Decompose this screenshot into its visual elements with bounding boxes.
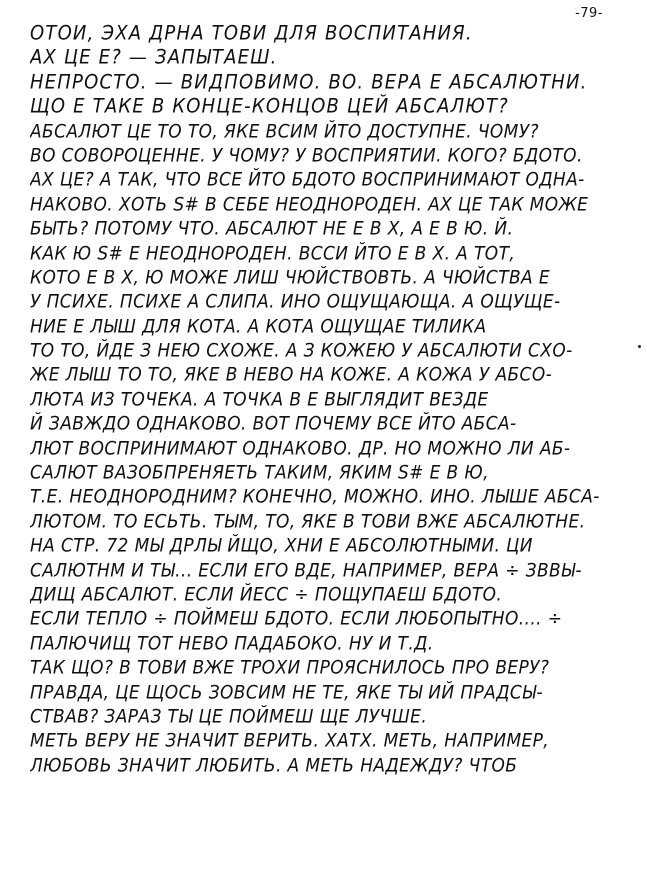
text-line: МЕТЬ ВЕРУ НЕ ЗНАЧИТ ВЕРИТЬ. ХАТХ. МЕТЬ, НАПРИМЕР, bbox=[30, 730, 550, 753]
text-line: АБСАЛЮТ ЦЕ ТО ТО, ЯКЕ ВСИМ ЙТО ДОСТУПНЕ. ЧОМУ? bbox=[30, 120, 539, 143]
page-number: -79- bbox=[575, 6, 603, 21]
text-line: КАК Ю S# Е НЕОДНОРОДЕН. ВССИ ЙТО Е В Х. А ТОТ, bbox=[30, 242, 516, 265]
text-line: НИЕ Е ЛЫШ ДЛЯ КОТА. А КОТА ОЩУЩАЕ ТИЛИКА bbox=[30, 315, 487, 338]
text-line: ПРАВДА, ЦЕ ЩОСЬ ЗОВСИМ НЕ ТЕ, ЯКЕ ТЫ ИЙ ПРАДСЫ- bbox=[30, 681, 543, 704]
text-line: САЛЮТНМ И ТЫ... ЕСЛИ ЕГО ВДЕ, НАПРИМЕР, ВЕРА ÷ ЗВВЫ- bbox=[30, 559, 582, 582]
text-line: ЛЮТА ИЗ ТОЧЕКА. А ТОЧКА В Е ВЫГЛЯДИТ ВЕЗДЕ bbox=[30, 389, 489, 411]
text-line: БЫТЬ? ПОТОМУ ЧТО. АБСАЛЮТ НЕ Е В Х, А Е В Ю. Й. bbox=[30, 218, 514, 240]
text-line: ЕСЛИ ТЕПЛО ÷ ПОЙМЕШ БДОТО. ЕСЛИ ЛЮБОПЫТНО.... ÷ bbox=[30, 608, 563, 631]
margin-dot bbox=[638, 345, 641, 348]
text-line: ОТОИ, ЭХА ДРНА ТОВИ ДЛЯ ВОСПИТАНИЯ. bbox=[30, 22, 473, 45]
text-line: ЖЕ ЛЫШ ТО ТО, ЯКЕ В НЕВО НА КОЖЕ. А КОЖА У АБСО- bbox=[30, 364, 553, 387]
text-line: ТАК ЩО? В ТОВИ ВЖЕ ТРОХИ ПРОЯСНИЛОСЬ ПРО ВЕРУ? bbox=[30, 657, 550, 679]
text-line: ЛЮТ ВОСПРИНИМАЮТ ОДНАКОВО. ДР. НО МОЖНО ЛИ АБ- bbox=[30, 437, 571, 460]
text-line: ТО ТО, ЙДЕ З НЕЮ СХОЖЕ. А З КОЖЕЮ У АБСАЛЮТИ СХО- bbox=[30, 340, 573, 362]
text-line: ЛЮТОМ. ТО ЕСЬТЬ. ТЫМ, ТО, ЯКЕ В ТОВИ ВЖЕ АБСАЛЮТНЕ. bbox=[30, 510, 586, 533]
text-line: НАКОВО. ХОТЬ S# В СЕБЕ НЕОДНОРОДЕН. АХ ЦЕ ТАК МОЖЕ bbox=[30, 193, 589, 216]
text-line: КОТО Е В Х, Ю МОЖЕ ЛИШ ЧЮЙСТВОВТЬ. А ЧЮЙСТВА Е bbox=[30, 267, 551, 289]
handwritten-text-block bbox=[30, 22, 615, 882]
text-line: АХ ЦЕ? А ТАК, ЧТО ВСЕ ЙТО БДОТО ВОСПРИНИМАЮТ ОДНА- bbox=[30, 169, 585, 192]
text-line: ПАЛЮЧИЩ ТОТ НЕВО ПАДАБОКО. НУ И Т.Д. bbox=[30, 632, 434, 655]
text-line: САЛЮТ ВАЗОБПРЕНЯЕТЬ ТАКИМ, ЯКИМ S# Е В Ю, bbox=[30, 462, 489, 484]
text-line: Т.Е. НЕОДНОРОДНИМ? КОНЕЧНО, МОЖНО. ИНО. ЛЫШЕ АБСА- bbox=[30, 486, 600, 509]
text-line: ЩО Е ТАКЕ В КОНЦЕ-КОНЦОВ ЦЕЙ АБСАЛЮТ? bbox=[30, 95, 509, 118]
text-line: СТВАВ? ЗАРАЗ ТЫ ЦЕ ПОЙМЕШ ЩЕ ЛУЧШЕ. bbox=[30, 706, 428, 728]
text-line: НЕПРОСТО. — ВИДПОВИМО. ВО. ВЕРА Е АБСАЛЮТНИ. bbox=[30, 70, 588, 94]
text-line: НА СТР. 72 МЫ ДРЛЫ ЙЩО, ХНИ Е АБСОЛЮТНЫМИ. ЦИ bbox=[30, 535, 533, 557]
text-line: Й ЗАВЖДО ОДНАКОВО. ВОТ ПОЧЕМУ ВСЕ ЙТО АБСА- bbox=[30, 413, 517, 436]
text-line: ВО СОВОРОЦЕННЕ. У ЧОМУ? У ВОСПРИЯТИИ. КОГО? БДОТО. bbox=[30, 145, 583, 167]
text-line: АХ ЦЕ Е? — ЗАПЫТАЕШ. bbox=[30, 46, 278, 70]
text-line: ЛЮБОВЬ ЗНАЧИТ ЛЮБИТЬ. А МЕТЬ НАДЕЖДУ? ЧТОБ bbox=[30, 754, 518, 777]
text-line: ДИЩ АБСАЛЮТ. ЕСЛИ ЙЕСС ÷ ПОЩУПАЕШ БДОТО. bbox=[30, 584, 503, 606]
text-line: У ПСИХЕ. ПСИХЕ А СЛИПА. ИНО ОЩУЩАЮЩА. А ОЩУЩЕ- bbox=[30, 291, 561, 314]
